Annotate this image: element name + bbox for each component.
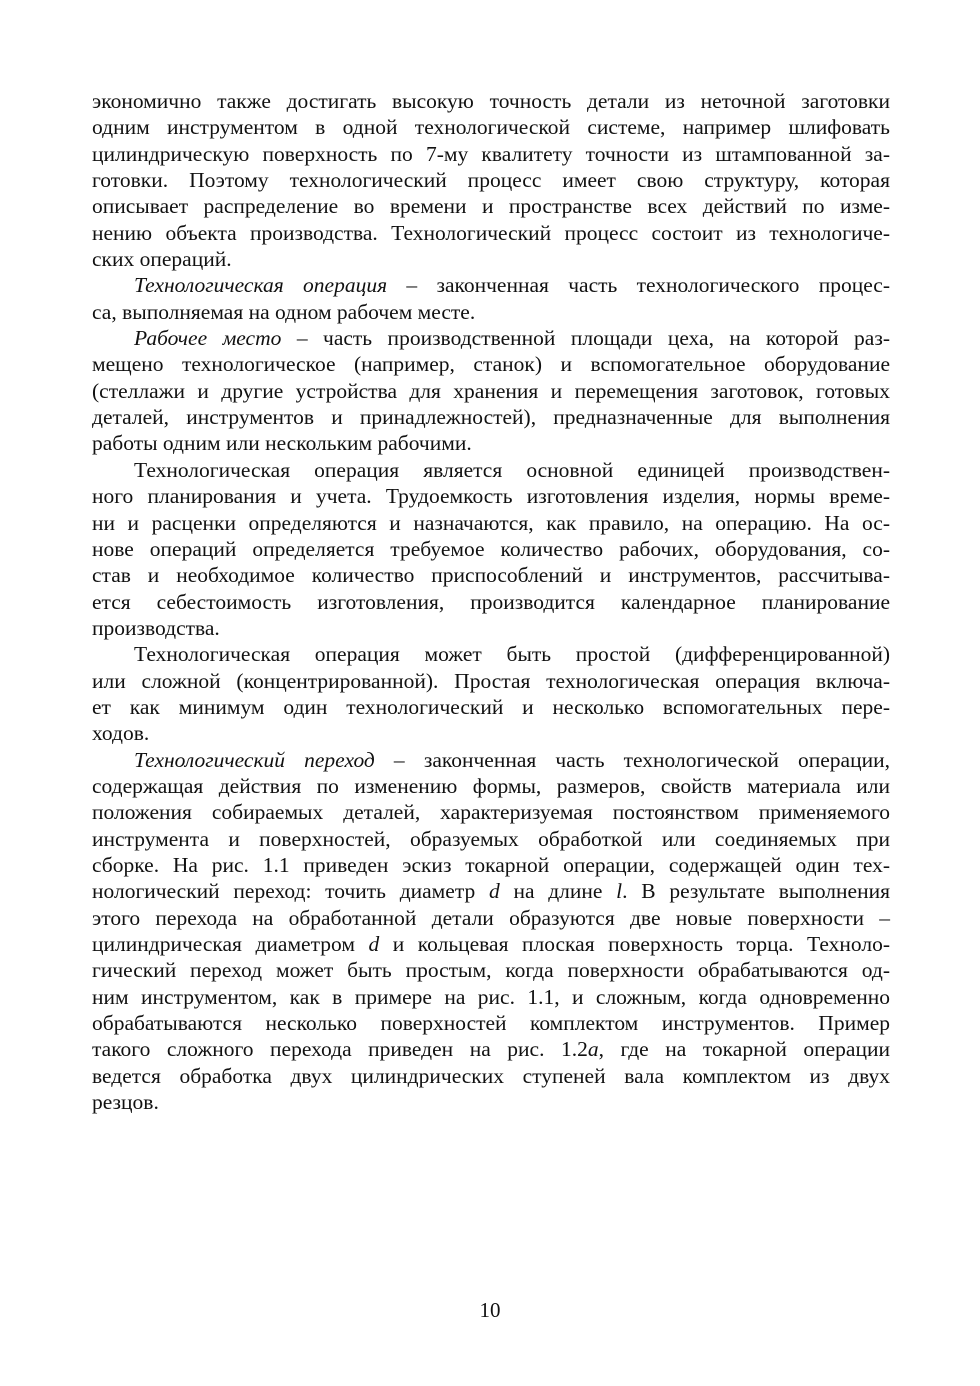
text-segment: нению объекта производства. Технологический процесс состоит из технологиче- — [92, 220, 890, 245]
text-line — [92, 720, 890, 746]
text-line — [92, 1063, 890, 1089]
text-segment: ни и расценки определяются и назначаются, как правило, на операцию. На ос- — [92, 510, 890, 535]
text-segment: нологический переход: точить диаметр — [92, 879, 489, 904]
text-line — [92, 852, 890, 878]
text-segment: ним инструментом, как в примере на рис. 1.1, и сложным, когда одновременно — [92, 984, 890, 1009]
text-line — [92, 430, 890, 456]
text-segment: нове операций определяется требуемое количество рабочих, оборудования, со- — [92, 536, 890, 561]
text-segment: – законченная часть технологического процес- — [387, 273, 891, 298]
text-line — [92, 141, 890, 167]
text-line — [92, 931, 890, 957]
text-line — [92, 325, 890, 351]
text-line — [92, 193, 890, 219]
text-line — [92, 536, 890, 562]
text-segment: – часть производственной площади цеха, на которой раз- — [281, 326, 890, 351]
text-segment: и кольцевая плоская поверхность торца. Техноло- — [379, 932, 890, 956]
text-line — [92, 404, 890, 430]
text-segment: гический переход может быть простым, когда поверхности обрабатываются од- — [92, 958, 890, 983]
text-line — [92, 457, 890, 483]
text-line — [92, 984, 890, 1010]
text-segment: ного планирования и учета. Трудоемкость изготовления изделия, нормы време- — [92, 484, 890, 509]
italic-text-segment: Технологический переход — [134, 747, 375, 772]
text-line — [92, 1089, 890, 1115]
text-line — [92, 694, 890, 720]
text-line — [92, 641, 890, 667]
italic-text-segment: Рабочее место — [134, 326, 282, 351]
text-line — [92, 220, 890, 246]
text-segment: экономично также достигать высокую точность детали из неточной заготовки — [92, 89, 890, 113]
text-segment: , где на токарной операции — [598, 1037, 890, 1062]
italic-text-segment: l — [616, 879, 623, 904]
text-segment: Технологическая операция является основной единицей производствен- — [134, 457, 890, 482]
text-segment: готовки. Поэтому технологический процесс имеет свою структуру, которая — [92, 168, 890, 193]
text-segment: содержащая действия по изменению формы, размеров, свойств материала или — [92, 773, 890, 798]
text-segment: – законченная часть технологической операции, — [374, 747, 890, 772]
text-line — [92, 272, 890, 298]
text-line — [92, 799, 890, 825]
text-segment: (стеллажи и другие устройства для хранения и перемещения заготовок, готовых — [92, 378, 890, 403]
text-line — [92, 114, 890, 140]
text-segment: ских операций. — [92, 247, 232, 272]
text-line — [92, 351, 890, 377]
text-segment: ет как минимум один технологический и несколько вспомогательных пере- — [92, 694, 890, 719]
text-line — [92, 957, 890, 983]
text-line — [92, 1010, 890, 1036]
text-segment: . В результате выполнения — [622, 879, 890, 904]
text-segment: са, выполняемая на одном рабочем месте. — [92, 299, 476, 324]
text-segment: Технологическая операция может быть простой (дифференцированной) — [134, 642, 890, 667]
text-line — [92, 668, 890, 694]
text-segment: цилиндрическая диаметром — [92, 932, 369, 956]
text-segment: такого сложного перехода приведен на рис. 1.2 — [92, 1037, 588, 1062]
text-line — [92, 747, 890, 773]
text-segment: производства. — [92, 615, 220, 640]
italic-text-segment: Технологическая операция — [134, 273, 388, 298]
text-segment: сборке. На рис. 1.1 приведен эскиз токарной операции, содержащей один тех- — [92, 852, 890, 877]
text-block — [92, 88, 890, 1115]
text-line — [92, 510, 890, 536]
text-segment: описывает распределение во времени и пространстве всех действий по изме- — [92, 194, 890, 219]
text-segment: ведется обработка двух цилиндрических ступеней вала комплектом из двух — [92, 1063, 890, 1088]
text-segment: цилиндрическую поверхность по 7-му квалитету точности из штампованной за- — [92, 141, 890, 166]
text-segment: ется себестоимость изготовления, производится календарное планирование — [92, 589, 890, 614]
text-line — [92, 773, 890, 799]
text-line — [92, 378, 890, 404]
italic-text-segment: d — [368, 932, 380, 956]
text-segment: мещено технологическое (например, станок) и вспомогательное оборудование — [92, 352, 890, 377]
text-line — [92, 905, 890, 931]
text-line — [92, 299, 890, 325]
text-line — [92, 615, 890, 641]
text-line — [92, 246, 890, 272]
text-line — [92, 88, 890, 114]
text-line — [92, 1036, 890, 1062]
text-segment: работы одним или нескольким рабочими. — [92, 431, 472, 456]
text-segment: став и необходимое количество приспособлений и инструментов, рассчитыва- — [92, 563, 890, 588]
text-segment: или сложной (концентрированной). Простая технологическая операция включа- — [92, 668, 890, 693]
text-line — [92, 167, 890, 193]
page-number: 10 — [479, 1298, 501, 1322]
text-segment: обрабатываются несколько поверхностей комплектом инструментов. Пример — [92, 1011, 890, 1036]
italic-text-segment: d — [488, 879, 500, 904]
text-segment: резцов. — [92, 1090, 159, 1115]
text-segment: деталей, инструментов и принадлежностей), предназначенные для выполнения — [92, 405, 890, 430]
text-segment: этого перехода на обработанной детали образуются две новые поверхности – — [92, 905, 890, 930]
text-line — [92, 562, 890, 588]
text-line — [92, 483, 890, 509]
text-segment: одним инструментом в одной технологической системе, например шлифовать — [92, 115, 890, 140]
italic-text-segment: а — [587, 1037, 599, 1062]
text-segment: ходов. — [92, 721, 150, 746]
text-segment: на длине — [499, 879, 617, 904]
text-line — [92, 878, 890, 904]
text-segment: положения собираемых деталей, характеризуемая постоянством применяемого — [92, 800, 890, 825]
text-line — [92, 589, 890, 615]
text-segment: инструмента и поверхностей, образуемых обработкой или соединяемых при — [92, 826, 890, 851]
text-line — [92, 826, 890, 852]
